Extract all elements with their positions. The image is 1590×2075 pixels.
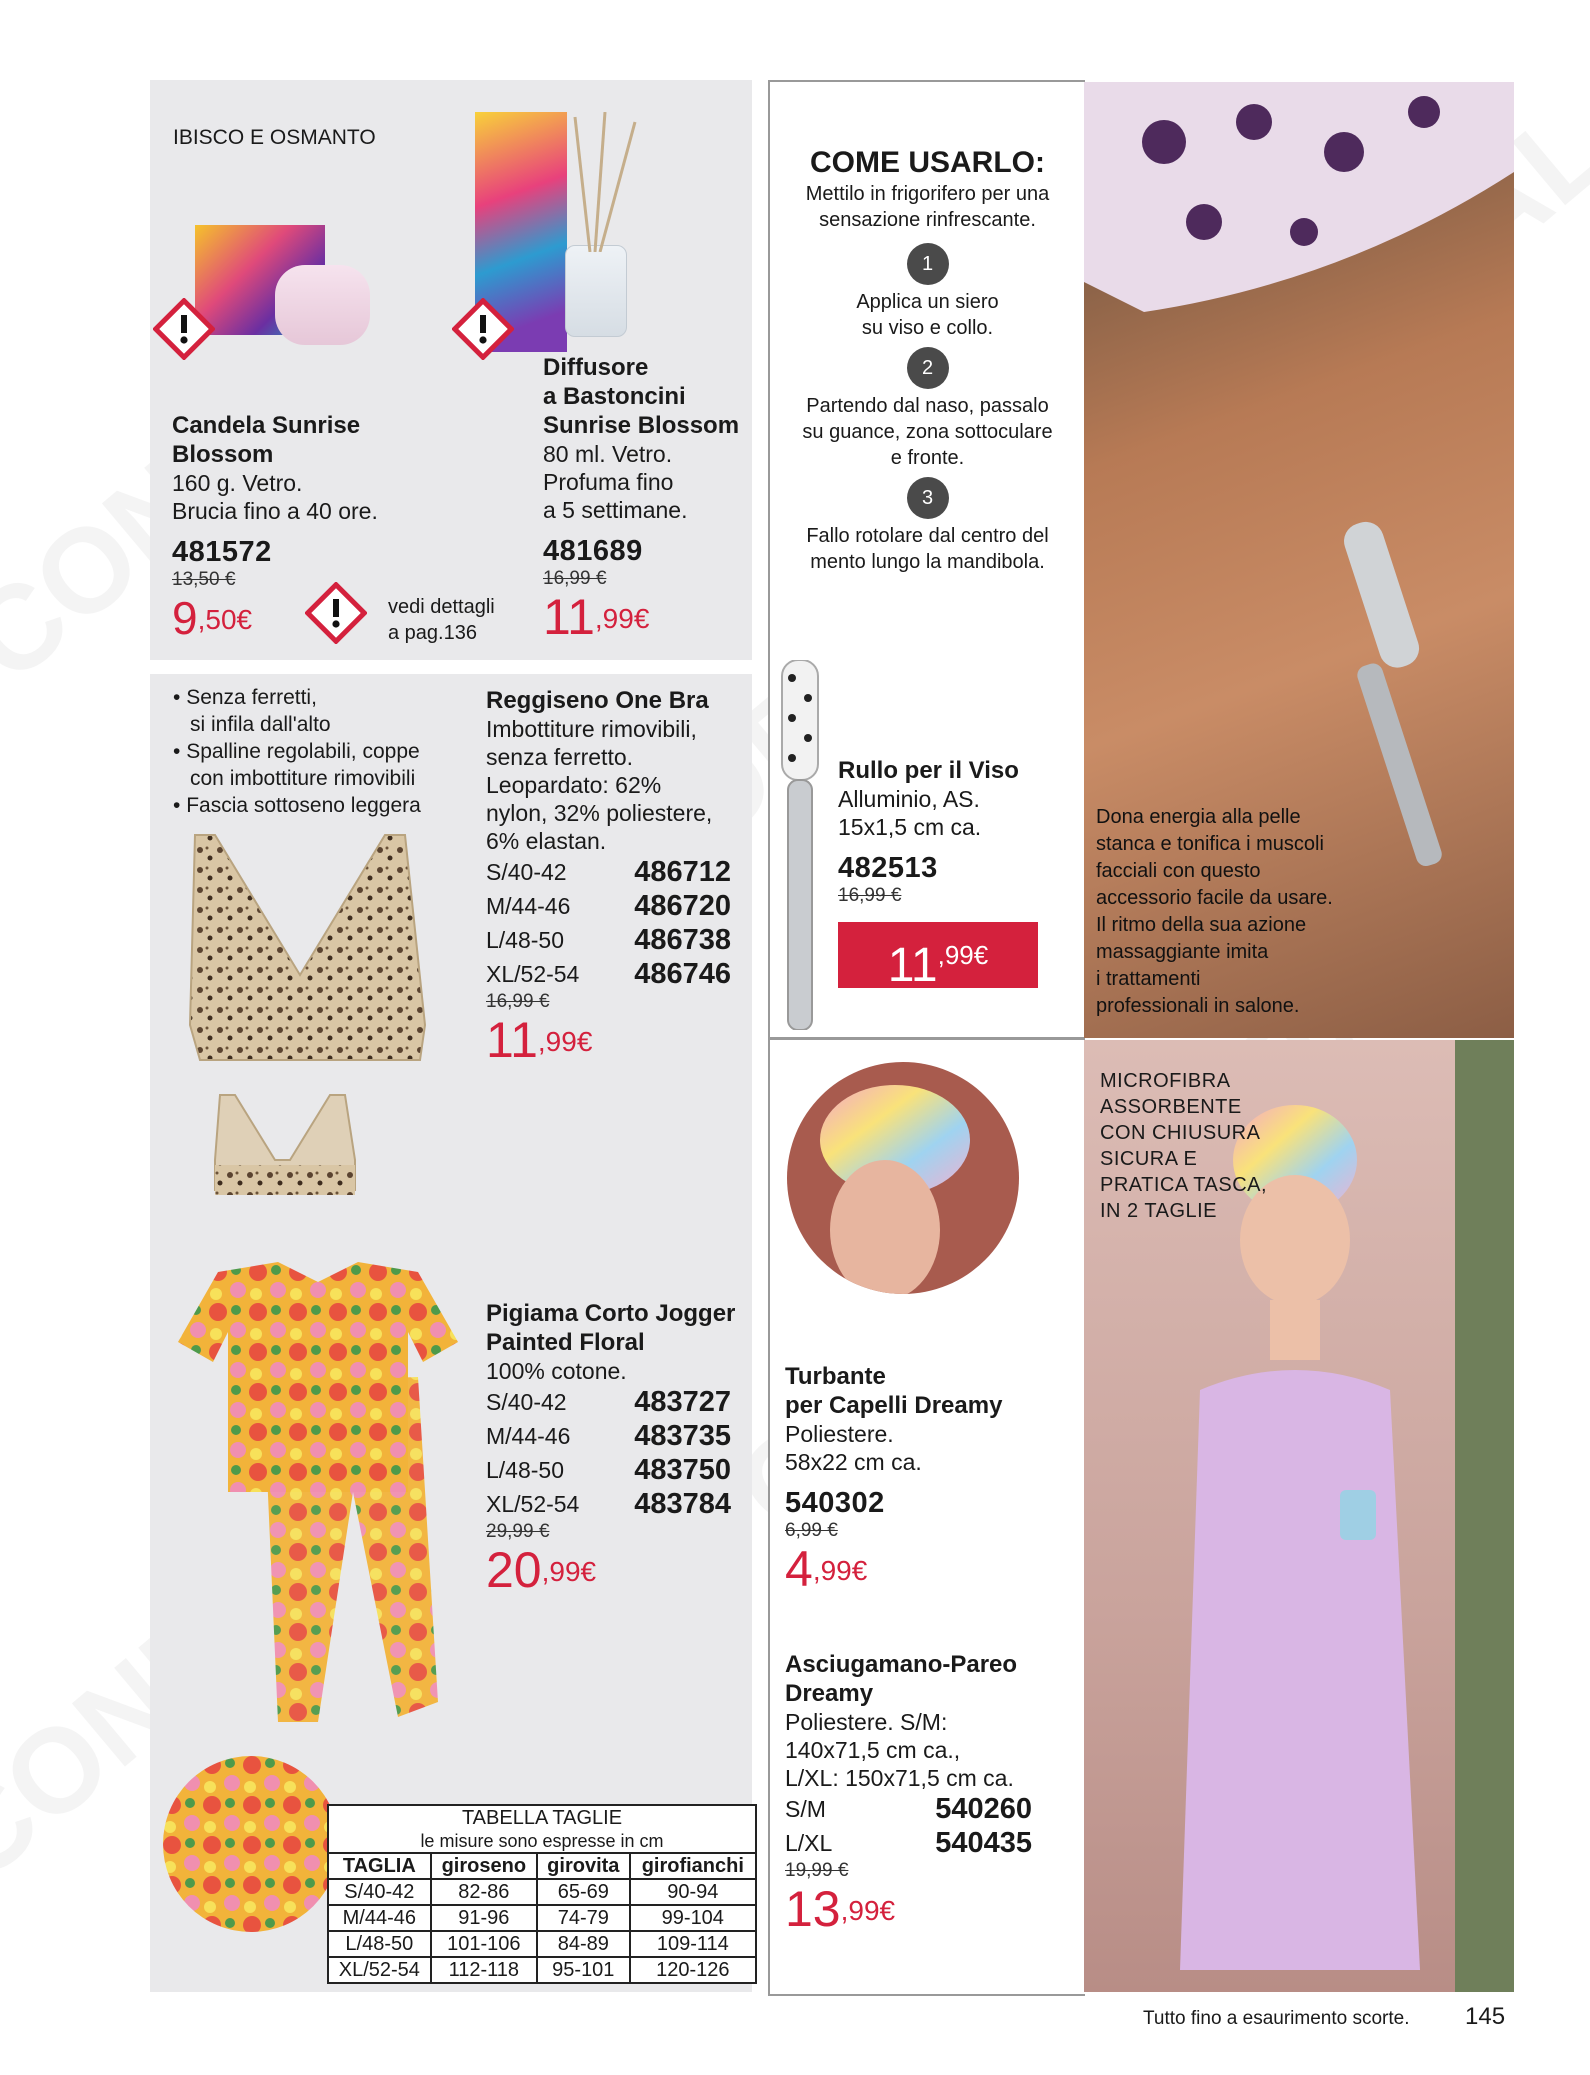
sale-price: $13^{,99€}$	[785, 1881, 896, 1937]
step-number: 2	[907, 347, 949, 389]
size-label: S/40-42	[486, 859, 567, 885]
towel-photo-caption	[1100, 1068, 1267, 1224]
old-price: 6,99 €	[785, 1520, 838, 1541]
old-price: 19,99 €	[785, 1860, 849, 1881]
background-plant	[1455, 1040, 1514, 1992]
caption-line: i trattamenti	[1096, 968, 1201, 990]
size-label: M/44-46	[486, 1423, 571, 1449]
how-to-title: COME USARLO:	[810, 146, 1045, 179]
product-desc: Brucia fino a 40 ore.	[172, 498, 378, 524]
size-row	[486, 889, 731, 923]
table-cell: 82-86	[431, 1879, 537, 1905]
table-header: giroseno	[431, 1853, 537, 1879]
feature-bullet: • Spalline regolabili, coppe	[173, 740, 420, 763]
feature-bullet: • Fascia sottoseno leggera	[173, 794, 421, 817]
size-row	[486, 1385, 731, 1419]
step-text: e fronte.	[890, 447, 965, 469]
size-row	[486, 957, 731, 991]
table-row	[328, 1905, 756, 1931]
roller-photo-caption	[1096, 804, 1333, 1020]
caption-line: SICURA E	[1100, 1148, 1198, 1170]
sale-price: $11^{,99€}$	[543, 589, 650, 645]
step-text: su guance, zona sottoculare	[802, 421, 1053, 443]
size-code: 483727	[634, 1386, 731, 1418]
product-desc: Leopardato: 62%	[486, 772, 662, 798]
table-header-row	[328, 1853, 756, 1879]
table-cell: 95-101	[537, 1957, 630, 1983]
size-label: XL/52-54	[486, 1491, 580, 1517]
table-cell: 90-94	[630, 1879, 756, 1905]
caption-line: ASSORBENTE	[1100, 1096, 1242, 1118]
step-text: Fallo rotolare dal centro del	[806, 525, 1049, 547]
product-desc: Imbottiture rimovibili,	[486, 716, 697, 742]
fabric-detail-image	[162, 1755, 340, 1933]
product-desc: Profuma fino	[543, 469, 674, 495]
product-code: 481572	[172, 536, 272, 568]
diffuser-sticks	[560, 112, 650, 252]
how-to-intro: sensazione rinfrescante.	[819, 209, 1036, 231]
roller-in-hand-image	[1340, 510, 1450, 870]
old-price: 16,99 €	[486, 991, 550, 1012]
warning-icon	[305, 582, 367, 644]
page-number: 145	[1465, 2003, 1506, 2030]
size-table-subtitle: le misure sono espresse in cm	[420, 1831, 664, 1851]
size-row	[486, 1487, 731, 1521]
price-dec: ,99€	[937, 940, 989, 970]
product-title: per Capelli Dreamy	[785, 1392, 1003, 1419]
sale-price: $4^{,99€}$	[785, 1541, 868, 1597]
roller-product-info	[838, 756, 1019, 907]
table-cell: S/40-42	[328, 1879, 431, 1905]
bra-back-image	[205, 1090, 365, 1205]
table-cell: 84-89	[537, 1931, 630, 1957]
warning-note	[388, 594, 495, 646]
table-row	[328, 1957, 756, 1983]
size-row	[486, 855, 731, 889]
step-number: 1	[907, 243, 949, 285]
product-desc: 140x71,5 cm ca.,	[785, 1737, 961, 1763]
product-title: Pigiama Corto Jogger	[486, 1300, 736, 1327]
size-code: 483750	[634, 1454, 731, 1486]
product-title: Blossom	[172, 441, 274, 468]
old-price: 13,50 €	[172, 569, 236, 590]
step-text: Applica un siero	[856, 291, 999, 313]
product-code: 540302	[785, 1487, 885, 1519]
product-desc: 58x22 cm ca.	[785, 1449, 922, 1475]
caption-line: Dona energia alla pelle	[1096, 806, 1301, 828]
product-title: Dreamy	[785, 1680, 874, 1707]
warning-note-line: a pag.136	[388, 622, 477, 644]
table-cell: M/44-46	[328, 1905, 431, 1931]
table-cell: 120-126	[630, 1957, 756, 1983]
table-cell: L/48-50	[328, 1931, 431, 1957]
size-code: 486738	[634, 924, 731, 956]
table-header: TAGLIA	[328, 1853, 431, 1879]
bra-features	[173, 684, 421, 819]
product-title: Turbante	[785, 1363, 886, 1390]
size-label: S/40-42	[486, 1389, 567, 1415]
headband-image	[1084, 82, 1514, 312]
product-desc: 6% elastan.	[486, 828, 607, 854]
product-title: Candela Sunrise	[172, 412, 361, 439]
old-price: 29,99 €	[486, 1521, 550, 1542]
size-row	[486, 923, 731, 957]
old-price: 16,99 €	[838, 885, 902, 906]
panel-divider	[150, 660, 752, 674]
warning-note-line: vedi dettagli	[388, 596, 495, 618]
size-table-header	[327, 1804, 757, 1852]
price-badge	[838, 922, 1038, 992]
candle-image	[275, 265, 370, 345]
sale-price: $11^{,99€}$	[486, 1012, 593, 1068]
product-title: a Bastoncini	[543, 383, 686, 410]
table-cell: 101-106	[431, 1931, 537, 1957]
product-desc: Alluminio, AS.	[838, 786, 980, 812]
pajama-image	[168, 1262, 468, 1732]
how-to-intro: Mettilo in frigorifero per una	[805, 183, 1050, 205]
diffuser-product-info	[543, 353, 739, 644]
product-code: 481689	[543, 535, 643, 567]
face-roller-image	[778, 660, 822, 1030]
product-title: Rullo per il Viso	[838, 757, 1019, 784]
table-header: girofianchi	[630, 1853, 756, 1879]
product-desc: senza ferretto.	[486, 744, 634, 770]
step-text: Partendo dal naso, passalo	[806, 395, 1049, 417]
size-label: L/48-50	[486, 927, 565, 953]
size-code: 486746	[634, 958, 731, 990]
product-title: Sunrise Blossom	[543, 412, 740, 439]
product-desc: 100% cotone.	[486, 1358, 627, 1384]
feature-bullet-cont: con imbottiture rimovibili	[190, 767, 416, 790]
caption-line: accessorio facile da usare.	[1096, 887, 1333, 909]
footer-note: Tutto fino a esaurimento scorte.	[1143, 2008, 1410, 2029]
table-cell: 74-79	[537, 1905, 630, 1931]
bra-product-info	[486, 686, 731, 1067]
table-row	[328, 1931, 756, 1957]
caption-line: massaggiante imita	[1096, 941, 1269, 963]
product-desc: nylon, 32% poliestere,	[486, 800, 713, 826]
product-desc: Poliestere. S/M:	[785, 1709, 948, 1735]
size-row	[785, 1826, 1032, 1860]
towel-product-info	[785, 1650, 1032, 1936]
table-header: girovita	[537, 1853, 630, 1879]
step-text: su viso e collo.	[861, 317, 994, 339]
caption-line: professionali in salone.	[1096, 995, 1300, 1017]
caption-line: MICROFIBRA	[1100, 1070, 1231, 1092]
size-code: 540260	[935, 1793, 1032, 1825]
product-desc: 160 g. Vetro.	[172, 470, 303, 496]
caption-line: Il ritmo della sua azione	[1096, 914, 1307, 936]
size-row	[785, 1792, 1032, 1826]
price-int: 11	[887, 939, 938, 992]
caption-line: IN 2 TAGLIE	[1100, 1200, 1218, 1222]
size-table-title: TABELLA TAGLIE	[461, 1807, 623, 1829]
old-price: 16,99 €	[543, 568, 607, 589]
turban-model-image	[785, 1060, 1021, 1296]
caption-line: facciali con questo	[1096, 860, 1261, 882]
size-table	[327, 1852, 757, 1984]
warning-icon	[153, 298, 215, 360]
product-title: Reggiseno One Bra	[486, 687, 709, 714]
product-desc: L/XL: 150x71,5 cm ca.	[785, 1765, 1014, 1791]
table-cell: XL/52-54	[328, 1957, 431, 1983]
product-desc: Poliestere.	[785, 1421, 894, 1447]
turban-product-info	[785, 1362, 1002, 1596]
product-title: Asciugamano-Pareo	[785, 1651, 1018, 1678]
towel-model-image	[1160, 1090, 1460, 1990]
step-number: 3	[907, 477, 949, 519]
sale-price: $20^{,99€}$	[486, 1542, 597, 1598]
size-code: 486720	[634, 890, 731, 922]
how-to-content	[770, 145, 1085, 575]
size-row	[486, 1453, 731, 1487]
size-label: S/M	[785, 1796, 826, 1822]
table-row	[328, 1879, 756, 1905]
feature-bullet-cont: si infila dall'alto	[190, 713, 331, 736]
pajama-product-info	[486, 1299, 735, 1597]
product-desc: 15x1,5 cm ca.	[838, 814, 982, 840]
size-row	[486, 1419, 731, 1453]
size-code: 483784	[634, 1488, 731, 1520]
table-cell: 91-96	[431, 1905, 537, 1931]
product-code: 482513	[838, 852, 938, 884]
size-code: 540435	[935, 1827, 1032, 1859]
table-cell: 65-69	[537, 1879, 630, 1905]
diffuser-bottle-image	[565, 245, 627, 337]
size-code: 483735	[634, 1420, 731, 1452]
sale-price: $9^{,50€}$	[172, 592, 253, 644]
table-cell: 112-118	[431, 1957, 537, 1983]
product-title: Painted Floral	[486, 1329, 645, 1356]
caption-line: PRATICA TASCA,	[1100, 1174, 1268, 1196]
product-desc: 80 ml. Vetro.	[543, 441, 673, 467]
product-title: Diffusore	[543, 354, 649, 381]
feature-bullet: • Senza ferretti,	[173, 686, 317, 709]
caption-line: stanca e tonifica i muscoli	[1096, 833, 1324, 855]
table-cell: 99-104	[630, 1905, 756, 1931]
size-code: 486712	[634, 856, 731, 888]
size-label: M/44-46	[486, 893, 571, 919]
size-label: XL/52-54	[486, 961, 580, 987]
step-text: mento lungo la mandibola.	[810, 551, 1045, 573]
caption-line: CON CHIUSURA	[1100, 1122, 1261, 1144]
section-header: IBISCO E OSMANTO	[173, 126, 376, 149]
size-label: L/48-50	[486, 1457, 565, 1483]
table-cell: 109-114	[630, 1931, 756, 1957]
product-desc: a 5 settimane.	[543, 497, 688, 523]
warning-icon	[452, 298, 514, 360]
bra-image	[175, 825, 445, 1065]
size-label: L/XL	[785, 1830, 833, 1856]
